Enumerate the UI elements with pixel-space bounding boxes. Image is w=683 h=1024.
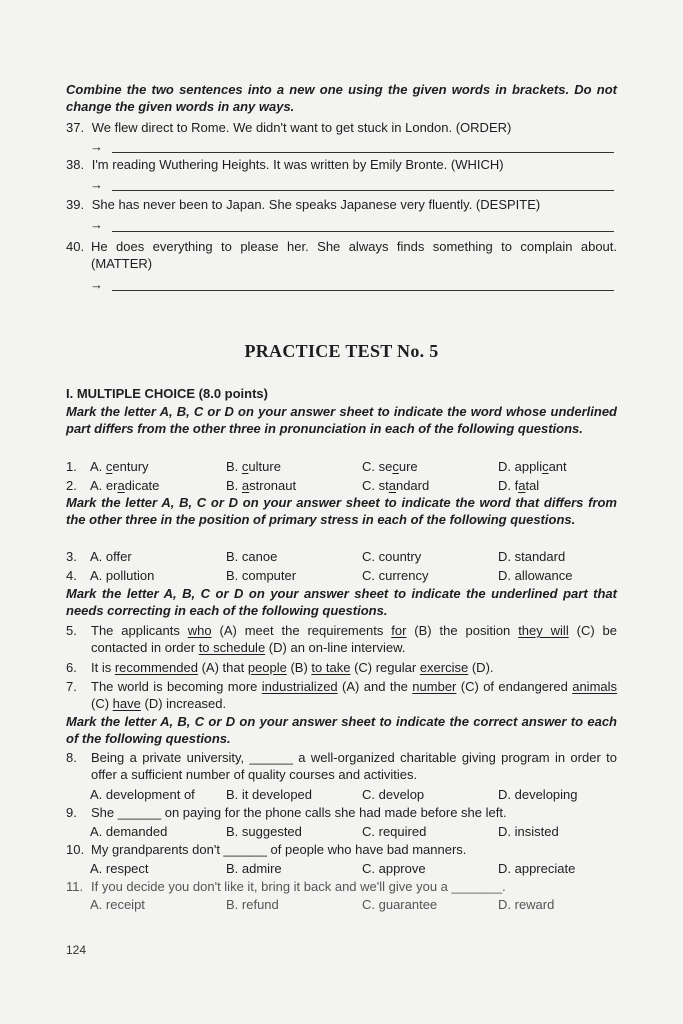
question-5: 5. The applicants who (A) meet the requirements for (B) the position they will (C) be contacted in order to schedule (D) an on-line interview. [66,623,618,655]
option-d[interactable]: D. allowance [498,568,573,583]
option-d[interactable]: D. standard [498,549,566,564]
question-11: 11. If you decide you don't like it, bring it back and we'll give you a _______. [66,879,506,894]
option-a[interactable]: A. pollution [90,568,155,583]
option-b[interactable]: B. computer [226,568,297,583]
arrow-icon: → [90,217,103,232]
arrow-icon: → [90,139,103,154]
question-38: 38. I'm reading Wuthering Heights. It was written by Emily Bronte. (WHICH) [66,157,504,172]
option-d[interactable]: D. insisted [498,824,559,839]
question-10: 10. My grandparents don't ______ of people who have bad manners. [66,842,467,857]
error-instruction: Mark the letter A, B, C or D on your answer sheet to indicate the underlined part that needs correcting in each of the following questions. [66,586,617,618]
option-a[interactable]: A. offer [90,549,132,564]
option-b[interactable]: B. it developed [226,787,313,802]
test-title: PRACTICE TEST No. 5 [244,341,439,361]
question-6: 6. It is recommended (A) that people (B) to take (C) regular exercise (D). [66,660,494,675]
option-d[interactable]: D. applicant [498,459,567,474]
option-c[interactable]: C. secure [362,459,418,474]
option-b[interactable]: B. refund [226,897,279,912]
option-b[interactable]: B. admire [226,861,282,876]
option-c[interactable]: C. currency [362,568,429,583]
arrow-icon: → [90,177,103,192]
question-40: 40. He does everything to please her. She always finds something to complain about. (MATTER) [66,239,617,271]
option-a[interactable]: A. receipt [90,897,145,912]
question-8: 8. Being a private university, ______ a well-organized charitable giving program in order to offer a sufficient number of quality courses and activities. [66,750,617,782]
pronunciation-instruction: Mark the letter A, B, C or D on your answer sheet to indicate the word whose underlined part differs from the other three in pronunciation in each of the following questions. [66,404,617,436]
question-37: 37. We flew direct to Rome. We didn't want to get stuck in London. (ORDER) [66,120,512,135]
question-9: 9. She ______ on paying for the phone calls she had made before she left. [66,805,507,820]
option-b[interactable]: B. astronaut [226,478,297,493]
page-number: 124 [66,943,87,957]
option-a[interactable]: A. eradicate [90,478,160,493]
answer-line-40[interactable] [112,290,614,291]
question-39: 39. She has never been to Japan. She speaks Japanese very fluently. (DESPITE) [66,197,541,212]
answer-line-37[interactable] [112,152,614,153]
option-d[interactable]: D. appreciate [498,861,576,876]
option-a[interactable]: A. development of [90,787,195,802]
combine-instruction: Combine the two sentences into a new one using the given words in brackets. Do not change the given words in any ways. [66,82,617,114]
answer-line-38[interactable] [112,190,614,191]
option-c[interactable]: C. develop [362,787,425,802]
answer-line-39[interactable] [112,231,614,232]
answer-instruction: Mark the letter A, B, C or D on your answer sheet to indicate the correct answer to each of the following questions. [66,714,617,746]
option-b[interactable]: B. canoe [226,549,278,564]
option-c[interactable]: C. approve [362,861,426,876]
section-heading: I. MULTIPLE CHOICE (8.0 points) [66,386,268,401]
textbook-page: Combine the two sentences into a new one using the given words in brackets. Do not change the given words in any ways. 37. We flew direct to Rome. We didn't want to get stuck in London. (ORDER) → 38. I'm reading Wuthering Heights. It was written by Emily Bronte. (WHICH) → 39. She has never been to Japan. She speaks Japanese very fluently. (DESPITE) → 40. He does everything to please her. She always finds something to complain about. (MATTER) → PRACTICE TEST No. 5 I. MULTIPLE CHOICE (8.0 points) Mark the letter A, B, C or D on your answer sheet to indicate the word whose underlined part differs from the other three in pronunciation in each of the following questions. 1. A. century B. culture C. secure D. applicant 2. A. eradicate B. astronaut C. standard D. fatal Mark the letter A, B, C or D on your answer sheet to indicate the word that differs from the other three in the position of primary stress in each of the following questions. 3. A. offer B. canoe C. country D. standard 4. A. pollution B. computer C. currency D. allowance Mark the letter A, B, C or D on your answer sheet to indicate the underlined part that needs correcting in each of the following questions. 5. The applicants who (A) meet the requirements for (B) the position they will (C) be contacted in order to schedule (D) an on-line interview. 6. It is recommended (A) that people (B) to take (C) regular exercise (D). 7. The world is becoming more industrialized (A) and the number (C) of endangered animals (C) have (D) increased. Mark the letter A, B, C or D on your answer sheet to indicate the correct answer to each of the following questions. 8. Being a private university, ______ a well-organized charitable giving program in order to offer a sufficient number of quality courses and activities. A. development of B. it developed C. develop D. developing 9. She ______ on paying for the phone calls she had made before she left. A. demanded B. suggested C. required D. insisted 10. My grandparents don't ______ of people who have bad manners. A. respect B. admire C. approve D. appreciate 11. If you decide you don't like it, bring it back and we'll give you a _______. A. receipt B. refund C. guarantee D. reward 124 [0,0,683,1024]
question-7: 7. The world is becoming more industrialized (A) and the number (C) of endangered animals (C) have (D) increased. [66,679,618,711]
option-c[interactable]: C. standard [362,478,430,493]
option-d[interactable]: D. developing [498,787,578,802]
option-c[interactable]: C. required [362,824,427,839]
option-d[interactable]: D. fatal [498,478,540,493]
option-b[interactable]: B. culture [226,459,281,474]
option-a[interactable]: A. century [90,459,149,474]
option-a[interactable]: A. respect [90,861,149,876]
stress-instruction: Mark the letter A, B, C or D on your answer sheet to indicate the word that differs from the other three in the position of primary stress in each of the following questions. [66,495,617,527]
option-c[interactable]: C. guarantee [362,897,438,912]
option-c[interactable]: C. country [362,549,422,564]
option-b[interactable]: B. suggested [226,824,302,839]
option-a[interactable]: A. demanded [90,824,168,839]
arrow-icon: → [90,277,103,292]
option-d[interactable]: D. reward [498,897,555,912]
